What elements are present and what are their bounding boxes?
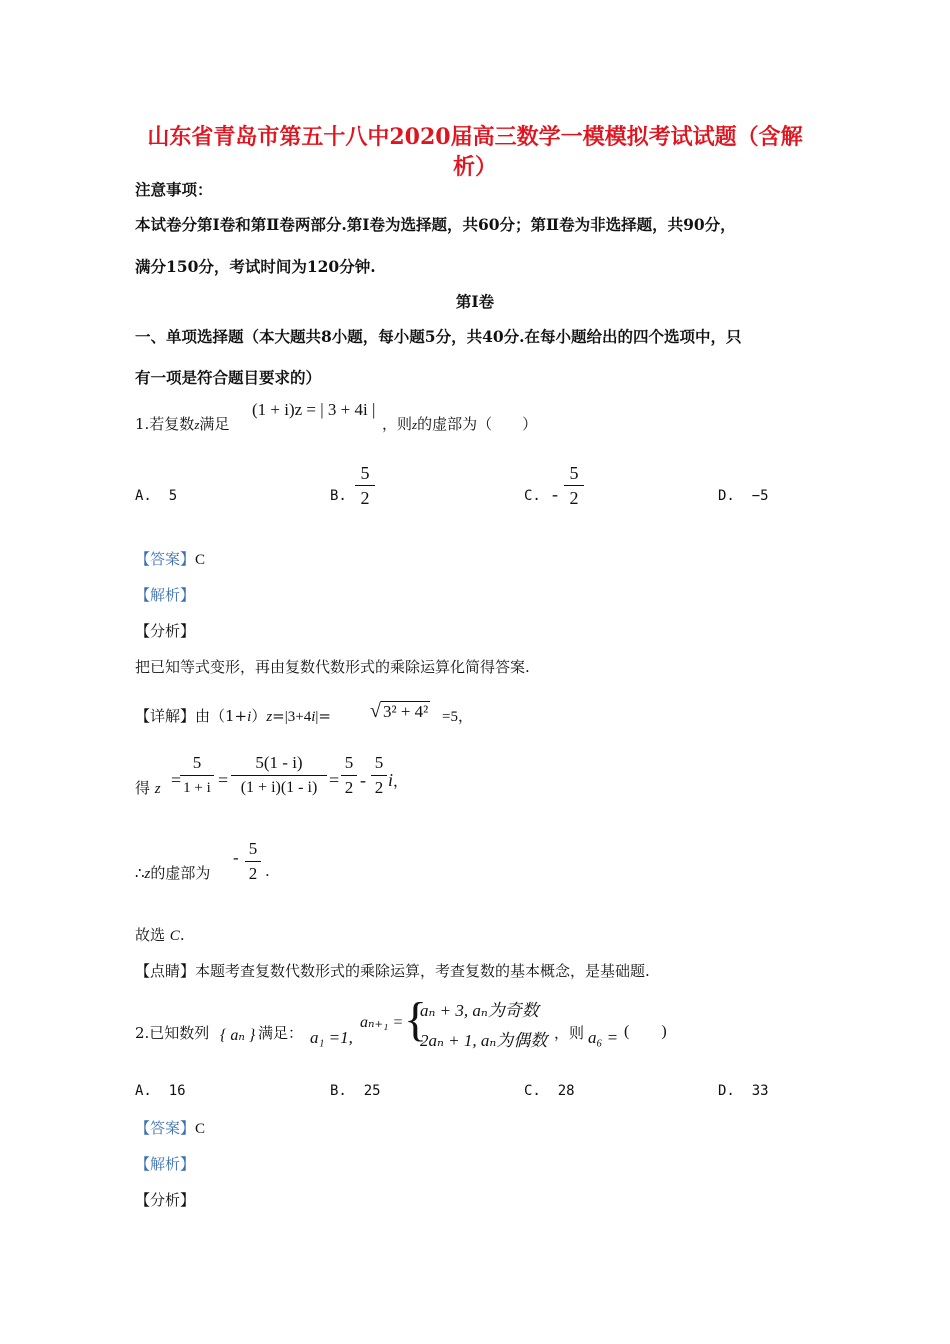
detail-abs-i: i xyxy=(311,709,316,725)
answer-value: C xyxy=(195,1121,206,1137)
frac1-den: 1 + i xyxy=(183,780,211,796)
derive-z: z xyxy=(154,781,161,797)
q1-option-d-label: D. xyxy=(718,488,735,504)
q1-prefix: 1.若复数 xyxy=(135,415,195,433)
section-heading-line2: 有一项是符合题目要求的） xyxy=(135,368,322,387)
sqrt-radicand: 3² + 4² xyxy=(382,702,429,721)
q1-option-a[interactable] xyxy=(135,488,177,504)
q1-var-z: z xyxy=(194,417,200,432)
q2-option-d[interactable] xyxy=(718,1083,769,1099)
fraction-bar xyxy=(231,775,327,776)
q1-derive-prefix xyxy=(135,777,161,798)
q2-option-a-value: 16 xyxy=(168,1083,186,1099)
frac2-den: (1 + i)(1 - i) xyxy=(240,779,318,796)
answer-tag: 【答案】 xyxy=(135,550,196,568)
conclusion-therefore: ∴ xyxy=(135,864,145,882)
choose-pre: 故选 xyxy=(135,926,166,944)
q1-detail-sqrt xyxy=(370,700,430,723)
document-title-line2: 析） xyxy=(452,154,497,180)
derive-comma: ， xyxy=(393,772,409,790)
frac4-num: 5 xyxy=(374,753,384,772)
q2-option-d-label: D. xyxy=(718,1083,735,1099)
volume-heading: 第Ⅰ卷 xyxy=(455,292,495,311)
q1-option-b-den: 2 xyxy=(360,488,370,508)
q1-option-a-label: A. xyxy=(135,488,152,504)
q2-option-b-label: B. xyxy=(330,1083,347,1099)
detail-tag: 【详解】 xyxy=(135,707,196,725)
section-heading-line1: 一、单项选择题（本大题共8小题，每小题5分，共40分.在每小题给出的四个选项中，只 xyxy=(135,327,742,346)
q1-suffix-var: z xyxy=(412,417,418,432)
q1-suffix-pre: ，则 xyxy=(382,415,413,433)
q1-dianjing xyxy=(135,960,650,981)
q2-option-c[interactable] xyxy=(524,1083,575,1099)
detail-z: z xyxy=(266,709,273,725)
q1-derive-eq1: = xyxy=(171,770,182,790)
q1-stem xyxy=(135,413,229,434)
q1-derive-frac2 xyxy=(231,752,327,799)
q1-conclusion-frac xyxy=(245,838,261,885)
q2-prefix: 2.已知数列 xyxy=(135,1024,210,1042)
q1-derive-eq3: = xyxy=(329,770,340,790)
q2-option-b[interactable] xyxy=(330,1083,381,1099)
answer-tag: 【答案】 xyxy=(135,1119,196,1137)
detail-eq: = xyxy=(272,707,285,725)
sqrt-icon: √ xyxy=(370,700,381,722)
q2-option-d-value: 33 xyxy=(751,1083,769,1099)
conclusion-den: 2 xyxy=(248,864,258,883)
q1-option-b[interactable] xyxy=(330,488,347,504)
q1-derive-eq2: = xyxy=(218,770,229,790)
dianjing-tag: 【点睛】 xyxy=(135,962,196,980)
frac3-den: 2 xyxy=(344,778,354,797)
q1-derive-tail xyxy=(388,770,408,791)
q1-conclusion-sign: - xyxy=(233,848,239,867)
detail-i: i xyxy=(247,709,252,725)
q1-option-c-label: C. xyxy=(524,488,541,504)
brace-icon: { xyxy=(404,993,428,1046)
q1-fenxi-tag: 【分析】 xyxy=(135,622,196,640)
detail-abs-close: | xyxy=(315,709,319,725)
q1-fenxi-text: 把已知等式变形，再由复数代数形式的乘除运算化简得答案. xyxy=(135,658,530,676)
q2-option-b-value: 25 xyxy=(363,1083,381,1099)
answer-value: C xyxy=(195,552,206,568)
q2-option-c-label: C. xyxy=(524,1083,541,1099)
q2-option-c-value: 28 xyxy=(557,1083,575,1099)
frac4-den: 2 xyxy=(374,778,384,797)
q2-mid: 满足： xyxy=(258,1024,304,1042)
q1-option-d[interactable] xyxy=(718,488,769,504)
q2-case2: 2aₙ + 1, aₙ为偶数 xyxy=(420,1031,548,1050)
q1-answer xyxy=(135,548,205,569)
derive-prefix: 得 xyxy=(135,779,151,797)
q1-option-c-sign: - xyxy=(552,484,558,504)
q1-conclusion xyxy=(135,862,210,883)
q1-choose xyxy=(135,924,185,945)
fraction-bar xyxy=(355,485,375,486)
q1-derive-frac4 xyxy=(371,752,387,799)
fraction-bar xyxy=(371,775,387,776)
q2-analysis-tag: 【解析】 xyxy=(135,1155,196,1173)
q2-seq: { aₙ } xyxy=(220,1027,256,1044)
detail-eq2: = xyxy=(318,707,331,725)
q1-detail-result: =5， xyxy=(442,709,473,725)
q1-derive-frac1 xyxy=(180,752,214,799)
detail-pre: 由（1+ xyxy=(195,707,248,725)
q2-paren: ( ) xyxy=(624,1023,667,1040)
q1-option-d-value: −5 xyxy=(751,488,769,504)
fraction-bar xyxy=(564,485,584,486)
notice-heading: 注意事项： xyxy=(135,180,213,199)
detail-abs: |3+4 xyxy=(284,709,312,725)
q2-option-a-label: A. xyxy=(135,1083,152,1099)
q1-suffix-text: 的虚部为（ ） xyxy=(417,415,538,433)
q1-option-c-den: 2 xyxy=(569,488,579,508)
q2-answer xyxy=(135,1117,205,1138)
q1-derive-minus: - xyxy=(360,770,366,790)
conclusion-num: 5 xyxy=(248,839,258,858)
q2-an1: aₙ₊₁ = xyxy=(360,1014,404,1031)
q1-option-c[interactable] xyxy=(524,488,541,504)
q1-analysis-tag: 【解析】 xyxy=(135,586,196,604)
q1-option-c-num: 5 xyxy=(569,463,579,483)
choose-dot: . xyxy=(179,926,185,944)
document-title-line1: 山东省青岛市第五十八中2020届高三数学一模模拟考试试题（含解 xyxy=(147,124,803,150)
q1-option-a-value: 5 xyxy=(168,488,178,504)
dianjing-text: 本题考查复数代数形式的乘除运算，考查复数的基本概念，是基础题. xyxy=(195,962,650,980)
fraction-bar xyxy=(180,775,214,776)
q2-a1: a₁ =1, xyxy=(310,1028,353,1047)
frac1-num: 5 xyxy=(192,753,202,772)
q1-detail-line xyxy=(135,705,331,726)
q1-equation: (1 + i)z = | 3 + 4i | xyxy=(252,400,376,419)
q1-option-c-fraction xyxy=(564,462,584,509)
frac2-num: 5(1 - i) xyxy=(255,753,303,772)
q1-mid: 满足 xyxy=(199,415,230,433)
q2-a6: a₆ = xyxy=(588,1028,619,1047)
frac3-num: 5 xyxy=(344,753,354,772)
notice-line2: 满分150分，考试时间为120分钟. xyxy=(135,257,376,276)
q2-case1: aₙ + 3, aₙ为奇数 xyxy=(420,1001,539,1020)
conclusion-z: z xyxy=(144,866,151,882)
notice-line1: 本试卷分第Ⅰ卷和第Ⅱ卷两部分.第Ⅰ卷为选择题，共60分；第Ⅱ卷为非选择题，共90分， xyxy=(135,215,736,234)
derive-i: i xyxy=(388,770,394,790)
q1-conclusion-dot: . xyxy=(265,862,270,880)
detail-close: ） xyxy=(251,707,267,725)
q2-option-a[interactable] xyxy=(135,1083,186,1099)
q1-option-b-fraction xyxy=(355,462,375,509)
fraction-bar xyxy=(341,775,357,776)
choose-value: C xyxy=(169,928,180,944)
q2-suffix-pre: ，则 xyxy=(554,1024,585,1042)
q1-derive-frac3 xyxy=(341,752,357,799)
fraction-bar xyxy=(245,861,261,862)
q1-option-b-label: B. xyxy=(330,488,347,504)
q1-option-b-num: 5 xyxy=(360,463,370,483)
q1-suffix xyxy=(382,413,537,434)
conclusion-text: 的虚部为 xyxy=(150,864,211,882)
q2-fenxi-tag: 【分析】 xyxy=(135,1191,196,1209)
